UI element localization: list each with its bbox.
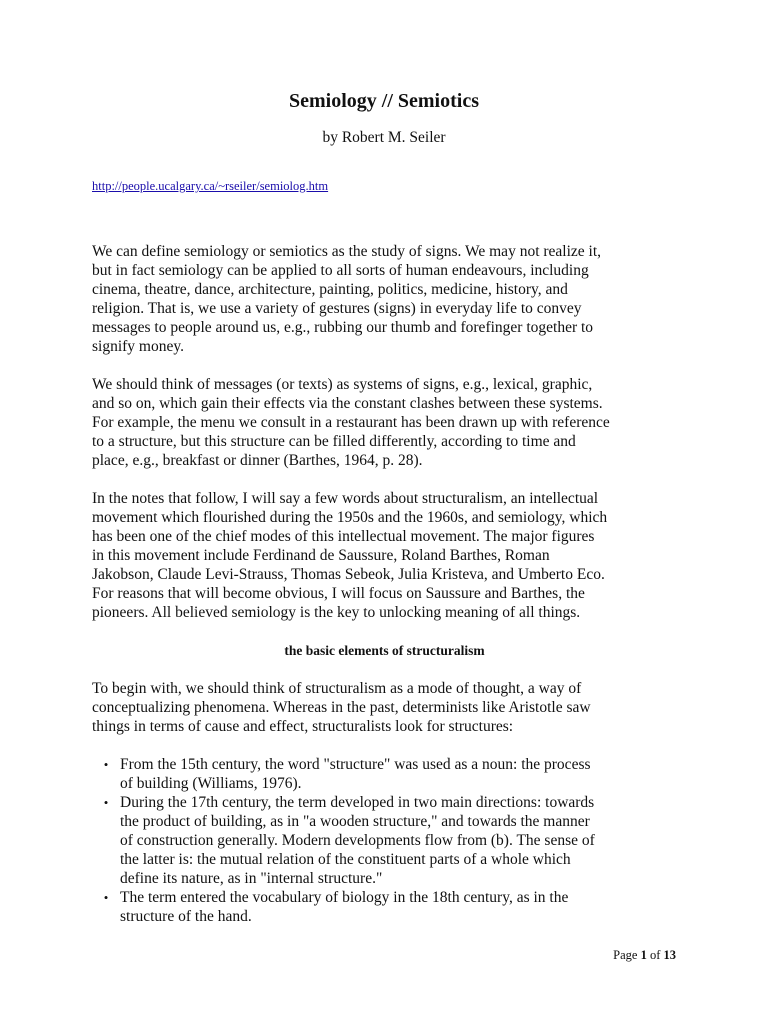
bullet-icon: • [103, 795, 109, 810]
list-item [92, 888, 692, 926]
text-line: signify money. [92, 338, 184, 355]
bullet-icon: • [103, 890, 109, 905]
of-label: of [649, 948, 661, 962]
list-item [92, 793, 692, 888]
text-line: in this movement include Ferdinand de Saussure, Roland Barthes, Roman [92, 547, 550, 564]
text-line: religion. That is, we use a variety of gestures (signs) in everyday life to convey [92, 300, 582, 317]
current-page: 1 [640, 948, 647, 962]
text-line: pioneers. All believed semiology is the key to unlocking meaning of all things. [92, 604, 581, 621]
text-line: but in fact semiology can be applied to all sorts of human endeavours, including [92, 262, 589, 279]
text-line: To begin with, we should think of structuralism as a mode of thought, a way of [92, 680, 582, 697]
text-line: Jakobson, Claude Levi-Strauss, Thomas Sebeok, Julia Kristeva, and Umberto Eco. [92, 566, 605, 583]
paragraph-2 [92, 375, 692, 470]
text-line: of construction generally. Modern developments flow from (b). The sense of [120, 832, 595, 849]
document-title: Semiology // Semiotics [289, 90, 479, 112]
text-line: the latter is: the mutual relation of the constituent parts of a whole which [120, 851, 571, 868]
text-line: and so on, which gain their effects via the constant clashes between these systems. [92, 395, 603, 412]
bullet-icon: • [103, 757, 109, 772]
text-line: During the 17th century, the term developed in two main directions: towards [120, 794, 595, 811]
text-line: For reasons that will become obvious, I will focus on Saussure and Barthes, the [92, 585, 585, 602]
text-line: From the 15th century, the word "structure" was used as a noun: the process [120, 756, 591, 773]
text-line: cinema, theatre, dance, architecture, painting, politics, medicine, history, and [92, 281, 568, 298]
text-line: conceptualizing phenomena. Whereas in the past, determinists like Aristotle saw [92, 699, 591, 716]
text-line: the product of building, as in "a wooden structure," and towards the manner [120, 813, 590, 830]
text-line: movement which flourished during the 1950s and the 1960s, and semiology, which [92, 509, 608, 526]
text-line: In the notes that follow, I will say a few words about structuralism, an intellectual [92, 490, 599, 507]
text-line: place, e.g., breakfast or dinner (Barthes, 1964, p. 28). [92, 452, 423, 469]
text-line: For example, the menu we consult in a restaurant has been drawn up with reference [92, 414, 610, 431]
page-number [613, 947, 676, 963]
text-line: structure of the hand. [120, 908, 252, 925]
text-line: We can define semiology or semiotics as the study of signs. We may not realize it, [92, 243, 602, 260]
text-line: things in terms of cause and effect, structuralists look for structures: [92, 718, 514, 735]
bullet-list [92, 755, 692, 926]
intro-paragraph [92, 679, 692, 736]
list-item [92, 755, 692, 793]
source-link[interactable]: http://people.ucalgary.ca/~rseiler/semiolog.htm [92, 179, 329, 193]
paragraph-3 [92, 489, 692, 622]
text-line: messages to people around us, e.g., rubbing our thumb and forefinger together to [92, 319, 594, 336]
text-line: define its nature, as in "internal structure." [120, 870, 383, 887]
document-body [92, 242, 692, 926]
paragraph-1 [92, 242, 692, 356]
text-line: of building (Williams, 1976). [120, 775, 302, 792]
page-label: Page [613, 948, 638, 962]
text-line: to a structure, but this structure can be filled differently, according to time and [92, 433, 576, 450]
total-pages: 13 [663, 948, 676, 962]
text-line: We should think of messages (or texts) as systems of signs, e.g., lexical, graphic, [92, 376, 593, 393]
section-heading: the basic elements of structuralism [284, 643, 485, 658]
text-line: has been one of the chief modes of this intellectual movement. The major figures [92, 528, 595, 545]
document-author: by Robert M. Seiler [322, 129, 446, 146]
text-line: The term entered the vocabulary of biology in the 18th century, as in the [120, 889, 569, 906]
